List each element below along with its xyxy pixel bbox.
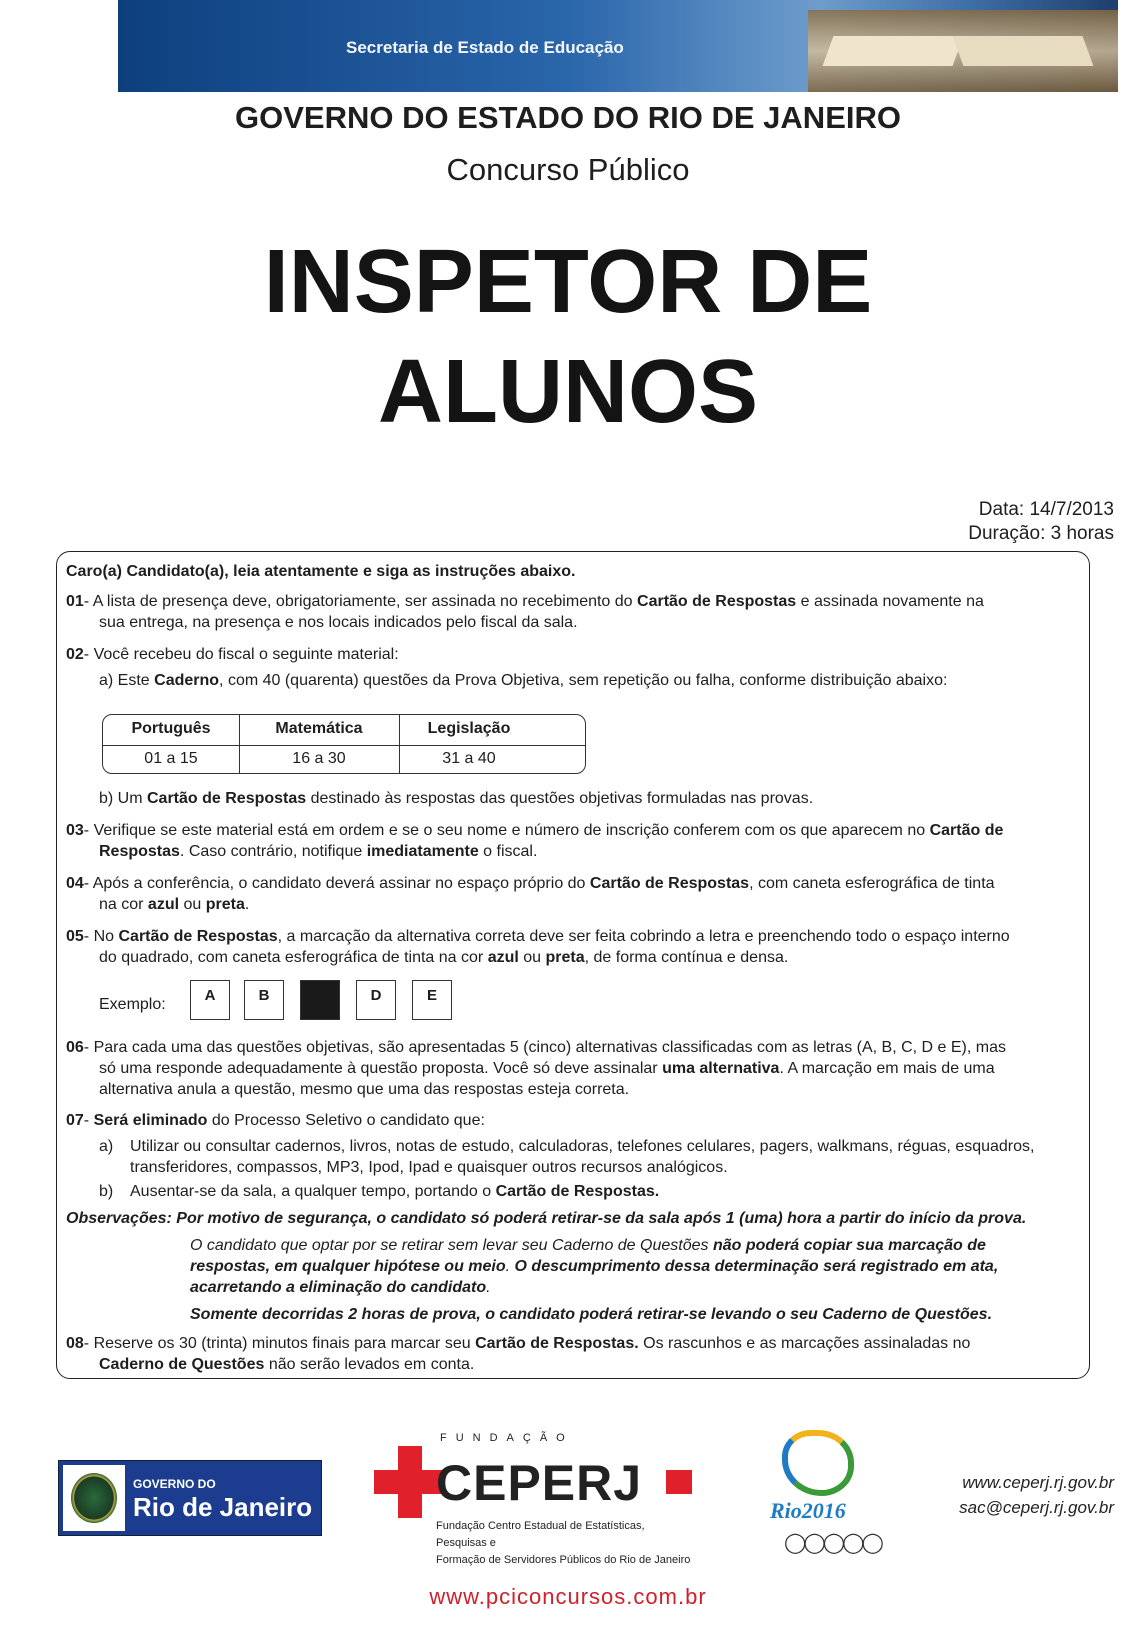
table-header: Português xyxy=(131,720,211,737)
secretaria-label: Secretaria de Estado de Educação xyxy=(346,38,624,57)
instruction-03-line1: 03- Verifique se este material está em ordem e se o seu nome e número de inscrição conferem com os que aparecem no Cartão de xyxy=(66,822,1004,839)
government-title: GOVERNO DO ESTADO DO RIO DE JANEIRO xyxy=(234,100,901,135)
instruction-05-line1: 05- No Cartão de Respostas, a marcação da alternativa correta deve ser feita cobrindo a letra e preenchendo todo o espaço interno xyxy=(66,928,1010,945)
instruction-07-b-label: b) xyxy=(99,1183,114,1200)
instruction-08-line1: 08- Reserve os 30 (trinta) minutos finais para marcar seu Cartão de Respostas. Os rascunhos e as marcações assinaladas no xyxy=(66,1335,971,1352)
email-link[interactable]: sac@ceperj.rj.gov.br xyxy=(959,1498,1114,1517)
instruction-01-line2: sua entrega, na presença e nos locais indicados pelo fiscal da sala. xyxy=(99,614,578,631)
instruction-06-line3: alternativa anula a questão, mesmo que uma das respostas esteja correta. xyxy=(99,1081,630,1098)
instruction-02-line1: 02- Você recebeu do fiscal o seguinte material: xyxy=(66,646,399,663)
example-option-b: B xyxy=(244,980,284,1020)
instruction-04-line1: 04- Após a conferência, o candidato deverá assinar no espaço próprio do Cartão de Respostas, com caneta esferográfica de tinta xyxy=(66,875,995,892)
example-label: Exemplo: xyxy=(99,996,166,1013)
instruction-02-a: a) Este Caderno, com 40 (quarenta) questões da Prova Objetiva, sem repetição ou falha, conforme distribuição abaixo: xyxy=(99,672,948,689)
example-option-a: A xyxy=(190,980,230,1020)
instruction-06-line2: só uma responde adequadamente à questão proposta. Você só deve assinalar uma alternativa. A marcação em mais de uma xyxy=(99,1060,995,1077)
instruction-07-line1: 07- Será eliminado do Processo Seletivo o candidato que: xyxy=(66,1112,485,1129)
book-page-left xyxy=(823,36,964,66)
rj-logo-line1: GOVERNO DO xyxy=(133,1477,216,1491)
example-option-c-filled xyxy=(300,980,340,1020)
rio2016-emblem-icon xyxy=(782,1430,854,1496)
header-banner xyxy=(118,0,1118,92)
observations-line3: respostas, em qualquer hipótese ou meio. O descumprimento dessa determinação será registrado em ata, xyxy=(190,1258,999,1275)
table-cell: 16 a 30 xyxy=(292,750,346,767)
instruction-08-line2: Caderno de Questões não serão levados em conta. xyxy=(99,1356,475,1373)
observations-line4: acarretando a eliminação do candidato. xyxy=(190,1279,491,1296)
rio2016-logo xyxy=(770,1430,880,1560)
question-distribution-table xyxy=(102,714,586,774)
ceperj-subtitle: Fundação Centro Estadual de Estatísticas, Pesquisas e Formação de Servidores Públicos do Rio de Janeiro xyxy=(436,1520,691,1566)
exam-title-line2: ALUNOS xyxy=(378,342,758,442)
observations-line5: Somente decorridas 2 horas de prova, o candidato poderá retirar-se levando o seu Caderno de Questões. xyxy=(190,1306,993,1323)
instruction-07-a-line1: Utilizar ou consultar cadernos, livros, notas de estudo, calculadoras, telefones celulares, pagers, walkmans, réguas, esquadros, xyxy=(130,1138,1035,1155)
rio-coat-of-arms-icon xyxy=(63,1465,125,1531)
instruction-04-line2: na cor azul ou preta. xyxy=(99,896,250,913)
ceperj-name: CEPERJ xyxy=(436,1455,643,1511)
rio2016-text: Rio2016 xyxy=(770,1498,846,1523)
instruction-06-line1: 06- Para cada uma das questões objetivas, são apresentadas 5 (cinco) alternativas classificadas com as letras (A, B, C, D e E), mas xyxy=(66,1039,1006,1056)
observations-line1: Observações: Por motivo de segurança, o candidato só poderá retirar-se da sala após 1 (uma) hora a partir do início da prova. xyxy=(66,1210,1027,1227)
instructions-intro: Caro(a) Candidato(a), leia atentamente e siga as instruções abaixo. xyxy=(66,563,576,580)
table-header: Matemática xyxy=(275,720,363,737)
contact-info xyxy=(959,1470,1114,1520)
table-header: Legislação xyxy=(427,720,511,737)
table-cell: 01 a 15 xyxy=(144,750,198,767)
instruction-07-a-label: a) xyxy=(99,1138,114,1155)
example-option-e: E xyxy=(412,980,452,1020)
ceperj-logo xyxy=(374,1432,696,1566)
exam-info xyxy=(968,498,1114,546)
instruction-05-line2: do quadrado, com caneta esferográfica de tinta na cor azul ou preta, de forma contínua e densa. xyxy=(99,949,789,966)
instruction-01-line1: 01- A lista de presença deve, obrigatoriamente, ser assinada no recebimento do Cartão de Respostas e assinada novamente na xyxy=(66,593,984,610)
governo-rio-logo xyxy=(58,1460,322,1536)
exam-subtitle: Concurso Público xyxy=(446,152,690,187)
rj-logo-line2: Rio de Janeiro xyxy=(133,1492,313,1522)
instruction-07-b: Ausentar-se da sala, a qualquer tempo, portando o Cartão de Respostas. xyxy=(130,1183,660,1200)
instruction-02-b: b) Um Cartão de Respostas destinado às respostas das questões objetivas formuladas nas provas. xyxy=(99,790,814,807)
website-link[interactable]: www.ceperj.rj.gov.br xyxy=(962,1473,1114,1492)
exam-duration: Duração: 3 horas xyxy=(968,523,1114,544)
olympic-rings-icon: ◯◯◯◯◯ xyxy=(784,1532,881,1554)
book-page-right xyxy=(953,36,1094,66)
ceperj-foundation-label: FUNDAÇÃO xyxy=(440,1432,574,1444)
pci-watermark-link[interactable]: www.pciconcursos.com.br xyxy=(429,1584,707,1609)
example-option-d: D xyxy=(356,980,396,1020)
exam-date: Data: 14/7/2013 xyxy=(978,499,1114,520)
instruction-03-line2: Respostas. Caso contrário, notifique imediatamente o fiscal. xyxy=(99,843,538,860)
exam-title-line1: INSPETOR DE xyxy=(263,232,873,332)
observations-line2: O candidato que optar por se retirar sem levar seu Caderno de Questões não poderá copiar sua marcação de xyxy=(190,1237,986,1254)
table-cell: 31 a 40 xyxy=(442,750,496,767)
instruction-07-a-line2: transferidores, compassos, MP3, Ipod, Ipad e quaisquer outros recursos analógicos. xyxy=(130,1159,728,1176)
